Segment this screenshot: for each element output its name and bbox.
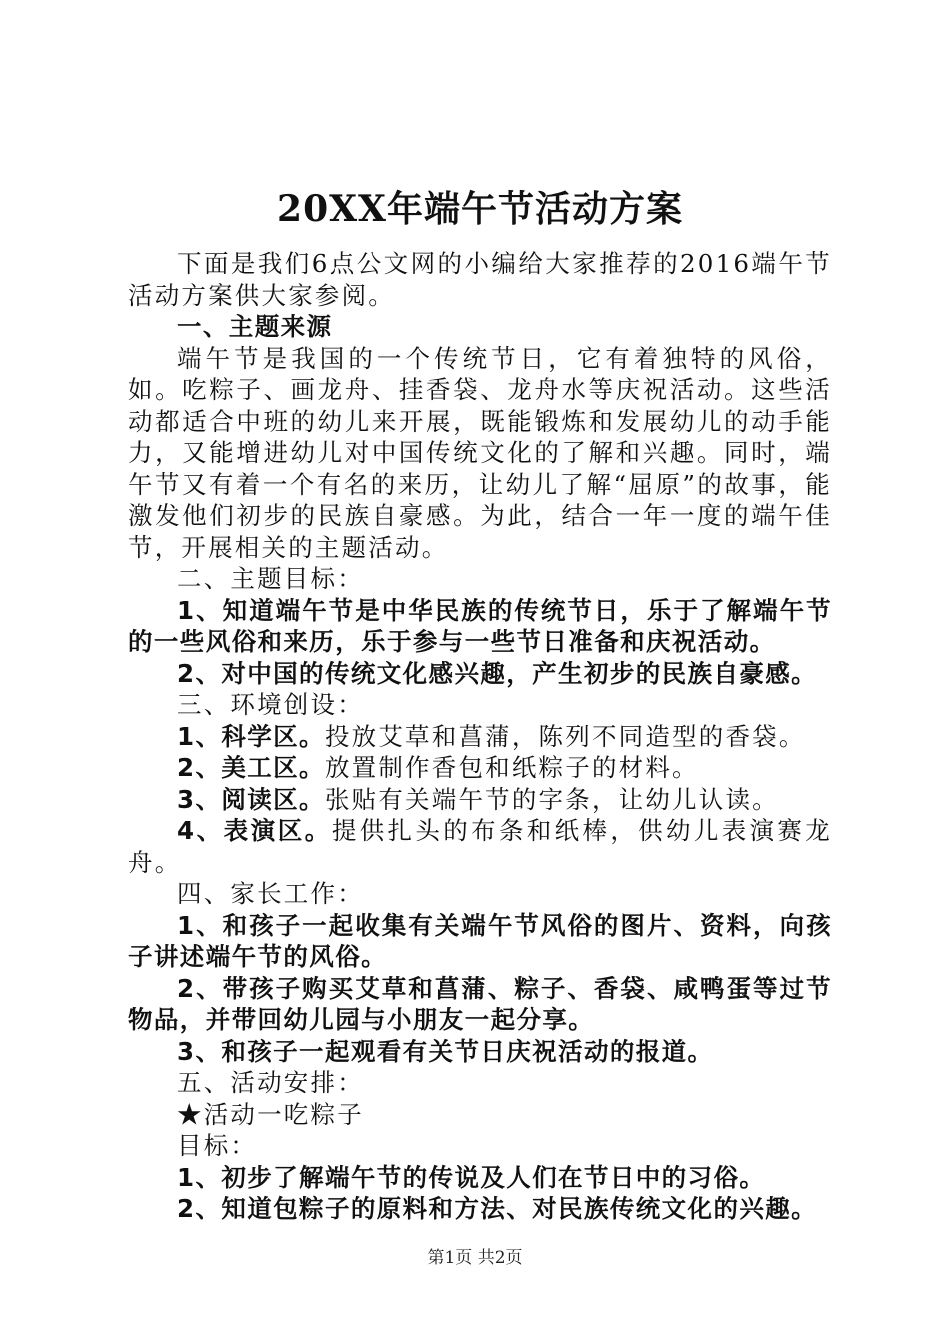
theme-source-paragraph: 端午节是我国的一个传统节日，它有着独特的风俗，如。吃粽子、画龙舟、挂香袋、龙舟水等庆祝活动。这些活动都适合中班的幼儿来开展，既能锻炼和发展幼儿的动手能力，又能增进幼儿对中国传统文化的了解和兴趣。同时，端午节又有着一个有名的来历，让幼儿了解“屈原”的故事，能激发他们初步的民族自豪感。为此，结合一年一度的端午佳节，开展相关的主题活动。 (128, 343, 832, 562)
section-heading-theme-source: 一、主题来源 (177, 312, 333, 341)
environment-item-3-lead: 3、阅读区。 (177, 784, 325, 814)
section-heading-parent-work: 四、家长工作： (177, 879, 364, 908)
activity-goal-2: 2、知道包粽子的原料和方法、对民族传统文化的兴趣。 (177, 1194, 818, 1223)
section-heading-theme-goals: 二、主题目标： (177, 564, 364, 593)
environment-item-2-text: 放置制作香包和纸粽子的材料。 (324, 753, 699, 782)
environment-item-1-text: 投放艾草和菖蒲，陈列不同造型的香袋。 (324, 721, 806, 751)
environment-item-2 (128, 752, 832, 784)
section-heading-activity-plan: 五、活动安排： (177, 1068, 364, 1097)
document-title: 20XX年端午节活动方案 (277, 188, 683, 230)
environment-item-4-lead: 4、表演区。 (177, 816, 332, 845)
environment-item-3 (128, 784, 832, 816)
parent-work-item-3: 3、和孩子一起观看有关节日庆祝活动的报道。 (177, 1036, 714, 1066)
environment-item-1-lead: 1、科学区。 (177, 721, 325, 751)
goal-item-2: 2、对中国的传统文化感兴趣，产生初步的民族自豪感。 (177, 658, 818, 688)
environment-item-3-text: 张贴有关端午节的字条，让幼儿认读。 (324, 784, 779, 814)
parent-work-item-1: 1、和孩子一起收集有关端午节风俗的图片、资料，向孩子讲述端午节的风俗。 (128, 910, 832, 971)
goal-item-1: 1、知道端午节是中华民族的传统节日，乐于了解端午节的一些风俗和来历，乐于参与一些节日准备和庆祝活动。 (128, 595, 832, 656)
document-body (128, 184, 832, 1225)
environment-item-1 (128, 721, 832, 753)
environment-item-4-text: 提供扎头的布条和纸棒，供幼儿表演赛龙舟。 (128, 816, 832, 877)
activity-goal-label: 目标： (177, 1131, 258, 1160)
section-heading-environment: 三、环境创设： (177, 690, 364, 719)
environment-item-2-lead: 2、美工区。 (177, 753, 325, 782)
intro-paragraph: 下面是我们6点公文网的小编给大家推荐的2016端午节活动方案供大家参阅。 (128, 249, 832, 310)
parent-work-item-2: 2、带孩子购买艾草和菖蒲、粽子、香袋、咸鸭蛋等过节物品，并带回幼儿园与小朋友一起分享。 (128, 973, 832, 1034)
environment-item-4 (128, 815, 832, 878)
page-footer: 第1页 共2页 (427, 1248, 523, 1268)
activity-goal-1: 1、初步了解端午节的传说及人们在节日中的习俗。 (177, 1162, 766, 1192)
activity-one-title: ★活动一吃粽子 (177, 1099, 364, 1129)
